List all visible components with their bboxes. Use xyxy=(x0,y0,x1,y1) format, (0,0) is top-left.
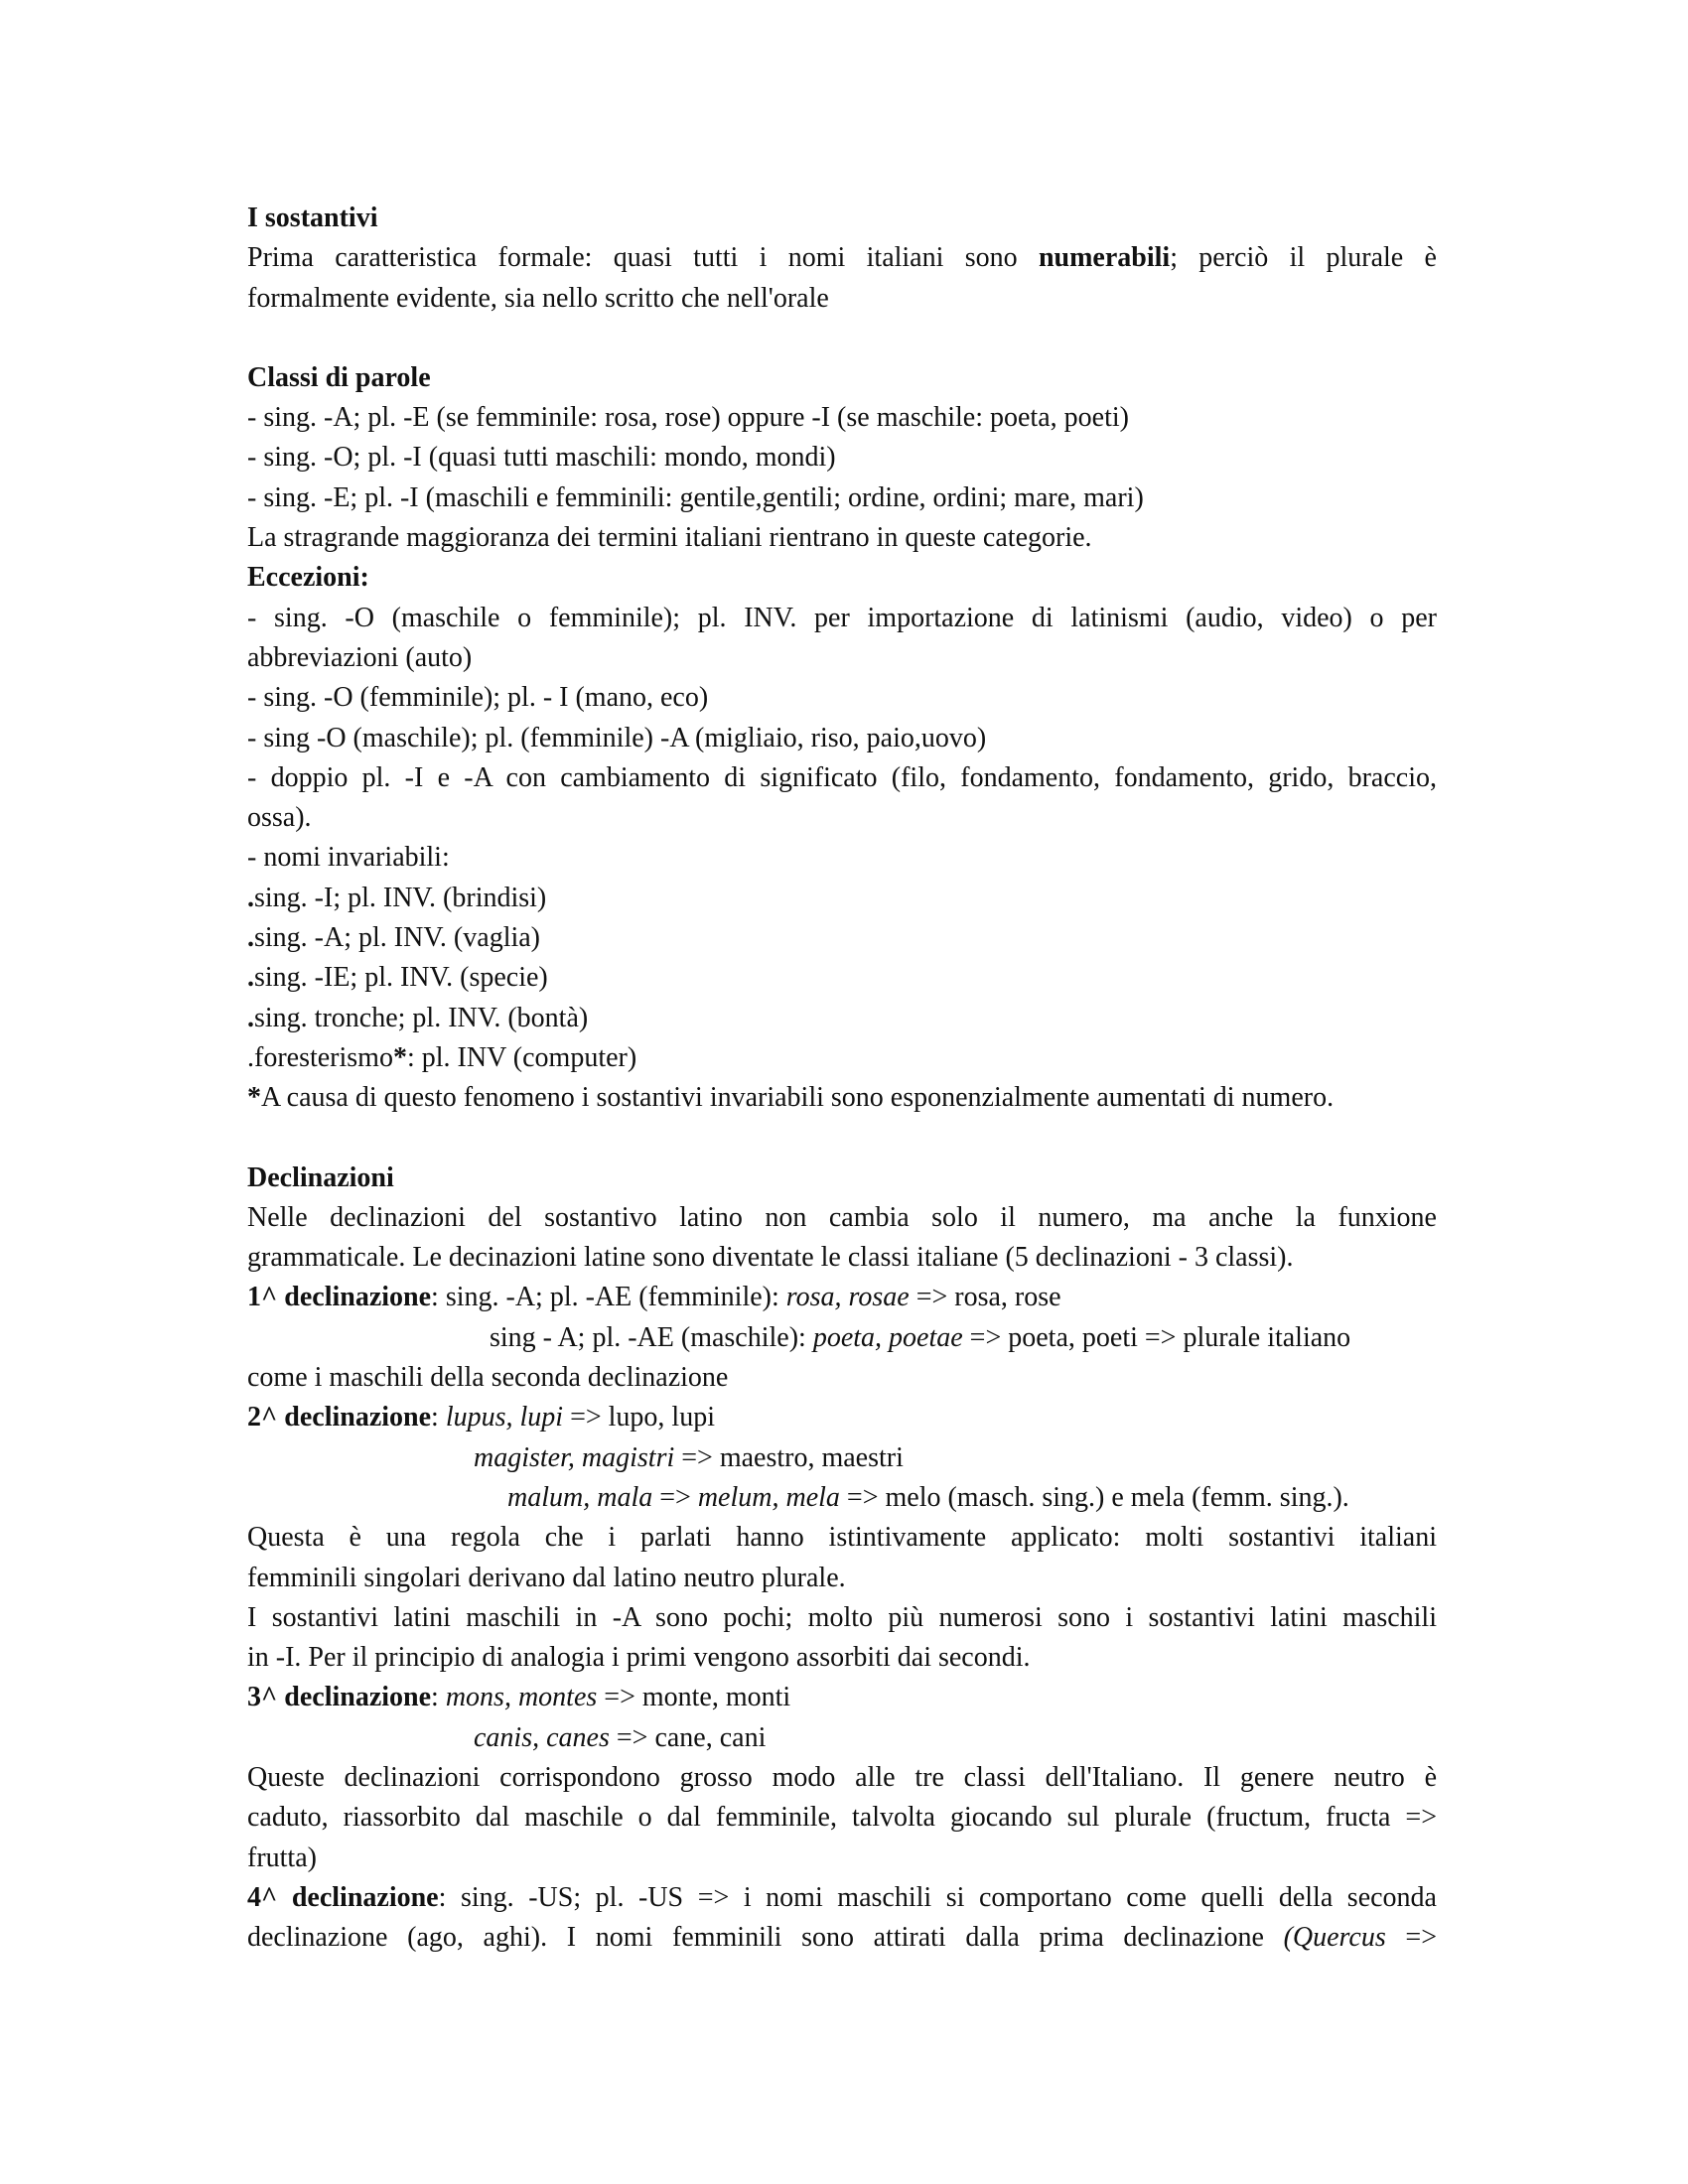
declension-1-line: come i maschili della seconda declinazione xyxy=(247,1362,729,1394)
heading-eccezioni: Eccezioni: xyxy=(247,562,369,594)
list-item: - sing. -O; pl. -I (quasi tutti maschili: mondo, mondi) xyxy=(247,442,836,474)
declension-4-line: 4^ declinazione: sing. -US; pl. -US => i nomi maschili si comportano come quelli della seconda xyxy=(247,1881,1437,1913)
invariable-item: .sing. -IE; pl. INV. (specie) xyxy=(247,962,548,994)
invariable-item: .sing. tronche; pl. INV. (bontà) xyxy=(247,1002,589,1033)
declension-1-line: sing - A; pl. -AE (maschile): poeta, poetae => poeta, poeti => plurale italiano xyxy=(490,1321,1351,1353)
list-item: - nomi invariabili: xyxy=(247,842,450,874)
declension-2-line: magister, magistri => maestro, maestri xyxy=(474,1441,904,1473)
heading-declinazioni: Declinazioni xyxy=(247,1161,394,1193)
paragraph-line: grammaticale. Le decinazioni latine sono diventate le classi italiane (5 declinazioni - 3 classi). xyxy=(247,1242,1294,1274)
list-item: ossa). xyxy=(247,802,312,834)
list-item: - sing. -O (maschile o femminile); pl. INV. per importazione di latinismi (audio, video) o per xyxy=(247,602,1437,633)
declension-4-line: declinazione (ago, aghi). I nomi femminili sono attirati dalla prima declinazione (Quercus => xyxy=(247,1922,1437,1954)
list-item: - sing -O (maschile); pl. (femminile) -A (migliaio, riso, paio,uovo) xyxy=(247,722,987,753)
declension-3-line: canis, canes => cane, cani xyxy=(474,1721,767,1753)
declension-1-line: 1^ declinazione: sing. -A; pl. -AE (femminile): rosa, rosae => rosa, rose xyxy=(247,1282,1061,1313)
paragraph-line: caduto, riassorbito dal maschile o dal femminile, talvolta giocando sul plurale (fructum, fructa => xyxy=(247,1802,1437,1834)
list-item: abbreviazioni (auto) xyxy=(247,641,473,673)
list-item: - sing. -A; pl. -E (se femminile: rosa, rose) oppure -I (se maschile: poeta, poeti) xyxy=(247,402,1129,434)
list-item: - sing. -O (femminile); pl. - I (mano, eco) xyxy=(247,682,709,714)
paragraph-line: formalmente evidente, sia nello scritto che nell'orale xyxy=(247,282,829,314)
paragraph-line: in -I. Per il principio di analogia i primi vengono assorbiti dai secondi. xyxy=(247,1642,1031,1674)
paragraph-line: femminili singolari derivano dal latino neutro plurale. xyxy=(247,1562,846,1593)
declension-2-line: 2^ declinazione: lupus, lupi => lupo, lupi xyxy=(247,1402,715,1433)
paragraph-line: Nelle declinazioni del sostantivo latino non cambia solo il numero, ma anche la funxione xyxy=(247,1201,1437,1233)
footnote-line: *A causa di questo fenomeno i sostantivi invariabili sono esponenzialmente aumentati di numero. xyxy=(247,1082,1335,1114)
heading-classi-di-parole: Classi di parole xyxy=(247,361,431,393)
declension-3-line: 3^ declinazione: mons, montes => monte, monti xyxy=(247,1682,791,1713)
paragraph-line: I sostantivi latini maschili in -A sono pochi; molto più numerosi sono i sostantivi latini maschili xyxy=(247,1601,1437,1633)
heading-sostantivi: I sostantivi xyxy=(247,203,378,233)
invariable-item: .foresterismo*: pl. INV (computer) xyxy=(247,1041,637,1073)
list-item: - doppio pl. -I e -A con cambiamento di significato (filo, fondamento, fondamento, grido, braccio, xyxy=(247,761,1437,793)
document-body xyxy=(247,199,1437,1958)
declension-2-line: malum, mala => melum, mela => melo (masch. sing.) e mela (femm. sing.). xyxy=(507,1481,1349,1513)
paragraph-line: frutta) xyxy=(247,1842,317,1873)
paragraph-line: Prima caratteristica formale: quasi tutti i nomi italiani sono numerabili; perciò il plurale è xyxy=(247,242,1437,274)
invariable-item: .sing. -I; pl. INV. (brindisi) xyxy=(247,882,547,913)
paragraph-line: Queste declinazioni corrispondono grosso modo alle tre classi dell'Italiano. Il genere neutro è xyxy=(247,1761,1437,1793)
invariable-item: .sing. -A; pl. INV. (vaglia) xyxy=(247,922,540,954)
paragraph-line: Questa è una regola che i parlati hanno istintivamente applicato: molti sostantivi italiani xyxy=(247,1522,1437,1554)
list-item: - sing. -E; pl. -I (maschili e femminili: gentile,gentili; ordine, ordini; mare, mari) xyxy=(247,481,1144,513)
paragraph-line: La stragrande maggioranza dei termini italiani rientrano in queste categorie. xyxy=(247,522,1092,554)
